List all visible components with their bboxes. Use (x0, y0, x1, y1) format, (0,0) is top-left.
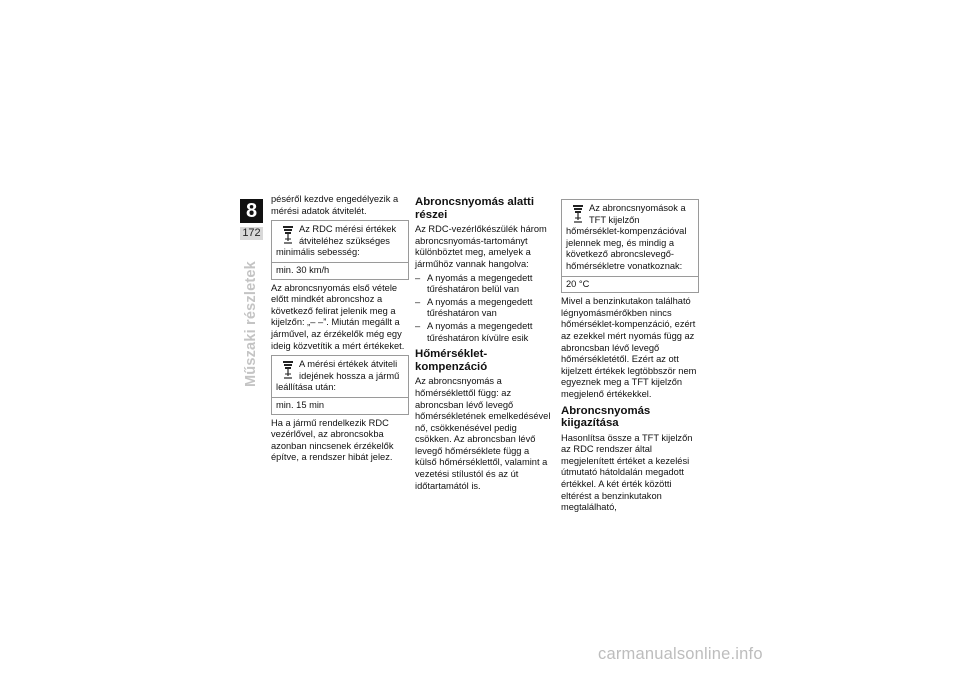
paragraph: Mivel a benzinkutakon található légnyomásmérőkben nincs hőmérséklet-kompenzáció, ezért az ezekkel mért nyomás függ az abroncsban lévő levegő hőmérsékletétől. Ezért az ott kijelzett értékek legtöbbször nem egyeznek meg a TFT kijelzőn megjelenő értékekkel. (561, 296, 697, 399)
page-number: 172 (240, 227, 263, 240)
paragraph: Az RDC-vezérlőkészülék három abroncsnyomás-tartományt különböztet meg, amelyek a járműhöz vannak hangolva: (415, 224, 547, 269)
side-chapter-title (242, 247, 262, 387)
paragraph: Ha a jármű rendelkezik RDC vezérlővel, az abroncsokba azonban nincsenek érzékelők építve, a rendszer hibát jelez. (271, 417, 394, 463)
note-text-content: A mérési értékek átviteli idejének hossza a jármű leállítása után: (276, 359, 400, 393)
side-chapter-title-text: Műszaki részletek (243, 261, 259, 387)
section-heading: Abroncsnyomás alatti részei (415, 196, 535, 221)
tire-pressure-icon (572, 204, 584, 224)
tire-pressure-icon (282, 360, 294, 380)
note-text-content: Az abroncsnyomások a TFT kijelzőn hőmérséklet-kompenzációval jelennek meg, és mindig a következő abroncslevegő-hőmérsékletre vonatkoznak: (566, 203, 687, 271)
note-text-content: Az RDC mérési értékek átviteléhez szükséges minimális sebesség: (276, 224, 397, 258)
note-box (271, 355, 409, 414)
paragraph: Az abroncsnyomás első vétele előtt mindkét abroncshoz a következő felirat jelenik meg a kijelzőn: „– –”. Miután megállt a járművel, az érzékelők még egy ideig közvetítik a mért értékeket. (271, 282, 405, 351)
note-value: min. 15 min (272, 397, 408, 414)
section-heading: Hőmérséklet-kompenzáció (415, 348, 488, 373)
note-value: 20 °C (562, 276, 698, 293)
paragraph: Hasonlítsa össze a TFT kijelzőn az RDC rendszer által megjelenített értéket a kezelési útmutató hátoldalán megadott értékkel. A két érték közötti eltérést a benzinkutakon megtalálható, (561, 432, 693, 513)
note-box (561, 199, 699, 293)
note-text (562, 200, 698, 276)
tire-pressure-icon (282, 225, 294, 245)
text-column-3 (561, 194, 699, 516)
chapter-number: 8 (240, 199, 263, 223)
watermark: carmanualsonline.info (598, 645, 763, 663)
paragraph: péséről kezdve engedélyezik a mérési adatok átvitelét. (271, 194, 399, 216)
dash-list (415, 273, 553, 345)
note-box (271, 220, 409, 279)
note-text (272, 221, 408, 262)
text-column-1 (271, 194, 409, 466)
list-item: – A nyomás a megengedett tűréshatáron kívülre esik (415, 321, 553, 344)
list-item: – A nyomás a megengedett tűréshatáron belül van (415, 273, 553, 296)
paragraph: Az abroncsnyomás a hőmérséklettől függ: az abroncsban lévő levegő hőmérsékletének emelkedésével nő, csökkenésével pedig csökken. Az abroncsban lévő levegő hőmérséklete függ a külső hőmérséklettől, valamint a vezetési stílustól és az út időtartamától is. (415, 376, 551, 491)
text-column-2 (415, 194, 553, 494)
list-item: – A nyomás a megengedett tűréshatáron van (415, 297, 553, 320)
note-text (272, 356, 408, 397)
section-heading: Abroncsnyomás kiigazítása (561, 404, 651, 430)
note-value: min. 30 km/h (272, 262, 408, 279)
